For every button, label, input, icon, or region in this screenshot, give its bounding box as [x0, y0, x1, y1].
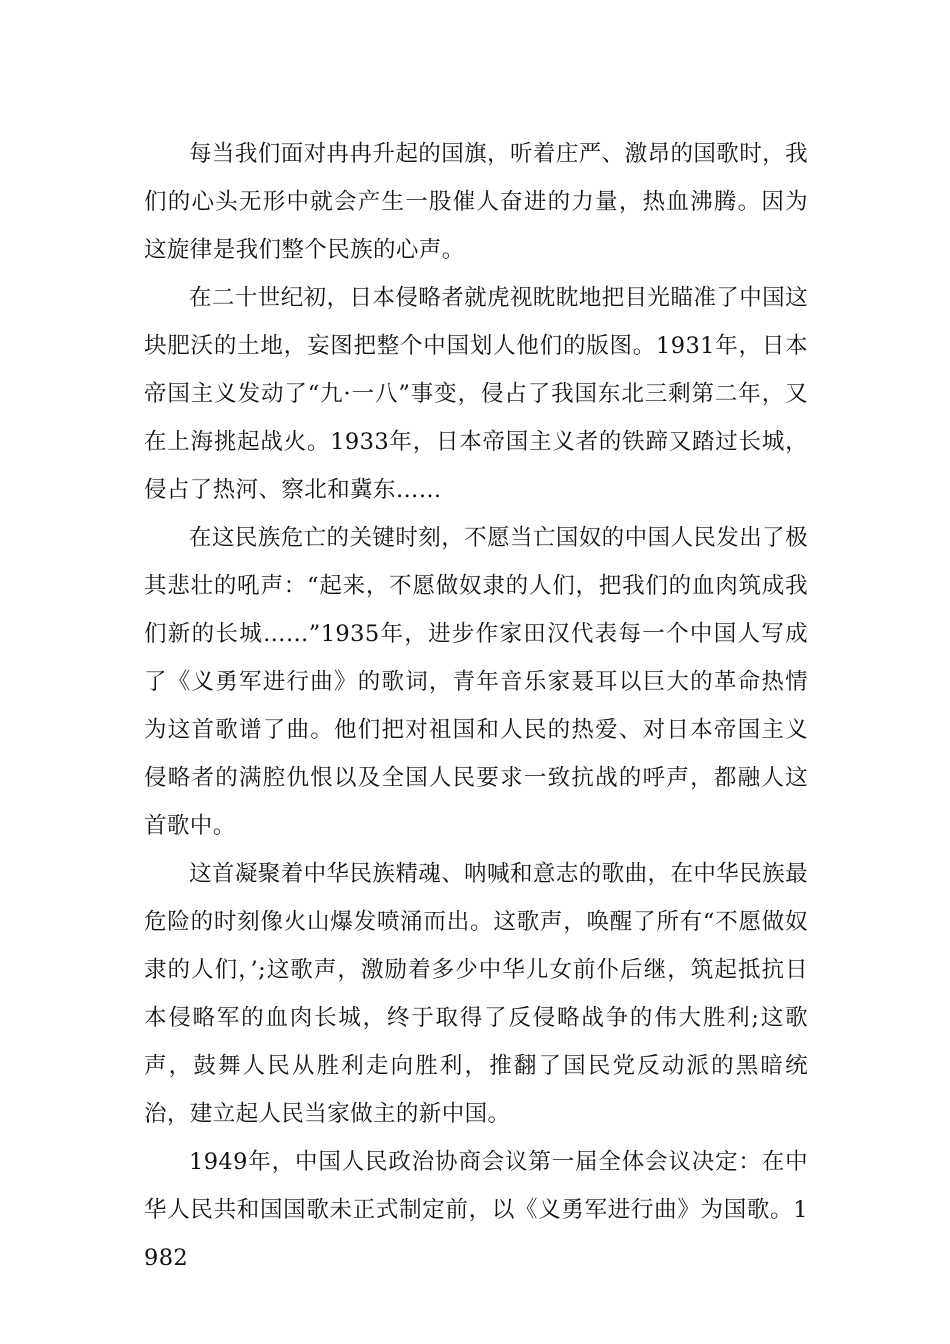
paragraph-5: 1949年，中国人民政治协商会议第一届全体会议决定：在中华人民共和国国歌未正式制定前，以《义勇军进行曲》为国歌。1982: [144, 1149, 808, 1271]
paragraph-3: 在这民族危亡的关键时刻，不愿当亡国奴的中国人民发出了极其悲壮的吼声：“起来，不愿做奴隶的人们，把我们的血肉筑成我们新的长城……”1935年，进步作家田汉代表每一个中国人写成了《义勇军进行曲》的歌词，青年音乐家聂耳以巨大的革命热情为这首歌谱了曲。他们把对祖国和人民的热爱、对日本帝国主义侵略者的满腔仇恨以及全国人民要求一致抗战的呼声，都融人这首歌中。: [144, 525, 808, 839]
paragraph-1: 每当我们面对冉冉升起的国旗，听着庄严、激昂的国歌时，我们的心头无形中就会产生一股催人奋进的力量，热血沸腾。因为这旋律是我们整个民族的心声。: [144, 141, 808, 263]
paragraph-2: 在二十世纪初，日本侵略者就虎视眈眈地把目光瞄准了中国这块肥沃的土地，妄图把整个中国划人他们的版图。1931年，日本帝国主义发动了“九·一八”事变，侵占了我国东北三剩第二年，又在上海挑起战火。1933年，日本帝国主义者的铁蹄又踏过长城，侵占了热河、察北和冀东……: [144, 285, 808, 503]
document-body: [144, 130, 808, 1282]
paragraph-4: 这首凝聚着中华民族精魂、呐喊和意志的歌曲，在中华民族最危险的时刻像火山爆发喷涌而出。这歌声，唤醒了所有“不愿做奴隶的人们，’;这歌声，激励着多少中华儿女前仆后继，筑起抵抗日本侵略军的血肉长城，终于取得了反侵略战争的伟大胜利;这歌声，鼓舞人民从胜利走向胜利，推翻了国民党反动派的黑暗统治，建立起人民当家做主的新中国。: [144, 861, 808, 1127]
